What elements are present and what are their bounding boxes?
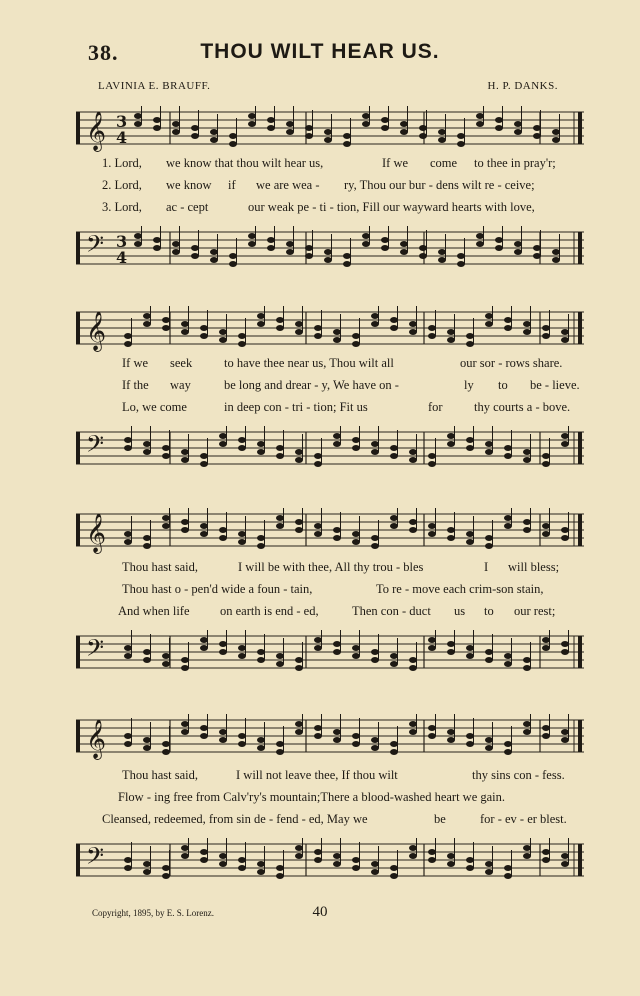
- bass-staff: [70, 426, 590, 474]
- lyric-syllable: seek: [170, 356, 193, 370]
- lyric-syllable: And when life: [118, 604, 190, 618]
- treble-staff: [70, 106, 590, 154]
- lyric-syllable: I will not leave thee, If thou wilt: [236, 768, 398, 782]
- hymn-number: 38.: [88, 40, 119, 65]
- lyric-syllable: to: [484, 604, 494, 618]
- lyric-syllable: thy sins con - fess.: [472, 768, 565, 782]
- lyric-syllable: To re - move each crim-son stain,: [376, 582, 544, 596]
- lyric-line: [70, 400, 590, 420]
- lyric-line: [70, 560, 590, 580]
- lyric-syllable: we know: [166, 178, 212, 192]
- lyric-syllable: for - ev - er blest.: [480, 812, 567, 826]
- treble-staff: [70, 714, 590, 762]
- lyric-syllable: ly: [464, 378, 474, 392]
- lyric-syllable: Thou hast o - pen'd wide a foun - tain,: [122, 582, 313, 596]
- svg-text:3: 3: [116, 232, 128, 251]
- lyric-syllable: way: [170, 378, 191, 392]
- lyric-line: [70, 356, 590, 376]
- lyric-syllable: I will be with thee, All thy trou - bles: [238, 560, 424, 574]
- lyric-line: [70, 582, 590, 602]
- lyric-syllable: 2. Lord,: [102, 178, 142, 192]
- svg-text:𝄞: 𝄞: [86, 311, 107, 351]
- lyric-line: [70, 768, 590, 788]
- lyric-syllable: Cleansed, redeemed, from sin de - fend - ed, May we: [102, 812, 368, 826]
- lyric-syllable: will bless;: [508, 560, 560, 574]
- lyric-syllable: our weak pe - ti - tion, Fill our wayward hearts with love,: [248, 200, 535, 214]
- lyric-syllable: to thee in pray'r;: [474, 156, 556, 170]
- lyric-syllable: be - lieve.: [530, 378, 580, 392]
- lyric-syllable: ac - cept: [166, 200, 209, 214]
- lyric-line: [70, 200, 590, 220]
- lyric-line: [70, 178, 590, 198]
- lyric-syllable: be long and drear - y, We have on -: [224, 378, 399, 392]
- page-number: 40: [312, 904, 328, 920]
- lyric-syllable: we know that thou wilt hear us,: [166, 156, 324, 170]
- hymn-title: THOU WILT HEAR US.: [200, 40, 440, 63]
- lyric-syllable: our sor - rows share.: [460, 356, 563, 370]
- treble-staff: [70, 306, 590, 354]
- treble-staff: [70, 508, 590, 556]
- svg-text:𝄞: 𝄞: [86, 513, 107, 553]
- svg-text:𝄢: 𝄢: [86, 634, 105, 667]
- lyric-syllable: If the: [122, 378, 149, 392]
- lyric-syllable: to have thee near us, Thou wilt all: [224, 356, 394, 370]
- lyric-syllable: If we: [382, 156, 409, 170]
- lyric-syllable: our rest;: [514, 604, 556, 618]
- svg-text:𝄞: 𝄞: [86, 111, 107, 151]
- lyric-syllable: for: [428, 400, 443, 414]
- svg-text:4: 4: [116, 248, 128, 267]
- lyric-syllable: we are wea -: [256, 178, 320, 192]
- lyric-syllable: Flow - ing free from Calv'ry's mountain;There a blood-washed heart we gain.: [118, 790, 506, 804]
- svg-text:𝄞: 𝄞: [86, 719, 107, 759]
- lyric-syllable: thy courts a - bove.: [474, 400, 571, 414]
- lyric-line: [70, 790, 590, 810]
- svg-text:4: 4: [116, 128, 128, 147]
- lyric-line: [70, 812, 590, 832]
- bass-staff: [70, 838, 590, 886]
- lyric-syllable: Then con - duct: [352, 604, 431, 618]
- svg-text:3: 3: [116, 112, 128, 131]
- lyric-syllable: be: [434, 812, 446, 826]
- svg-text:𝄢: 𝄢: [86, 230, 105, 263]
- lyric-syllable: Lo, we come: [122, 400, 187, 414]
- lyric-syllable: ry, Thou our bur - dens wilt re - ceive;: [344, 178, 535, 192]
- lyric-line: [70, 604, 590, 624]
- lyric-syllable: 3. Lord,: [102, 200, 142, 214]
- bass-staff: [70, 630, 590, 678]
- lyric-syllable: in deep con - tri - tion; Fit us: [224, 400, 368, 414]
- lyric-syllable: on earth is end - ed,: [220, 604, 319, 618]
- svg-text:𝄢: 𝄢: [86, 842, 105, 875]
- lyric-syllable: to: [498, 378, 508, 392]
- lyric-line: [70, 378, 590, 398]
- lyric-syllable: If we: [122, 356, 149, 370]
- copyright-notice: Copyright, 1895, by E. S. Lorenz.: [92, 908, 214, 918]
- composer-credit: H. P. DANKS.: [487, 80, 558, 92]
- svg-text:𝄢: 𝄢: [86, 430, 105, 463]
- lyric-line: [70, 156, 590, 176]
- lyric-syllable: if: [228, 178, 236, 192]
- lyricist-credit: LAVINIA E. BRAUFF.: [98, 80, 211, 92]
- lyric-syllable: I: [484, 560, 489, 574]
- bass-staff: [70, 226, 590, 274]
- lyric-syllable: Thou hast said,: [122, 768, 199, 782]
- lyric-syllable: Thou hast said,: [122, 560, 199, 574]
- lyric-syllable: come: [430, 156, 458, 170]
- lyric-syllable: 1. Lord,: [102, 156, 142, 170]
- lyric-syllable: us: [454, 604, 466, 618]
